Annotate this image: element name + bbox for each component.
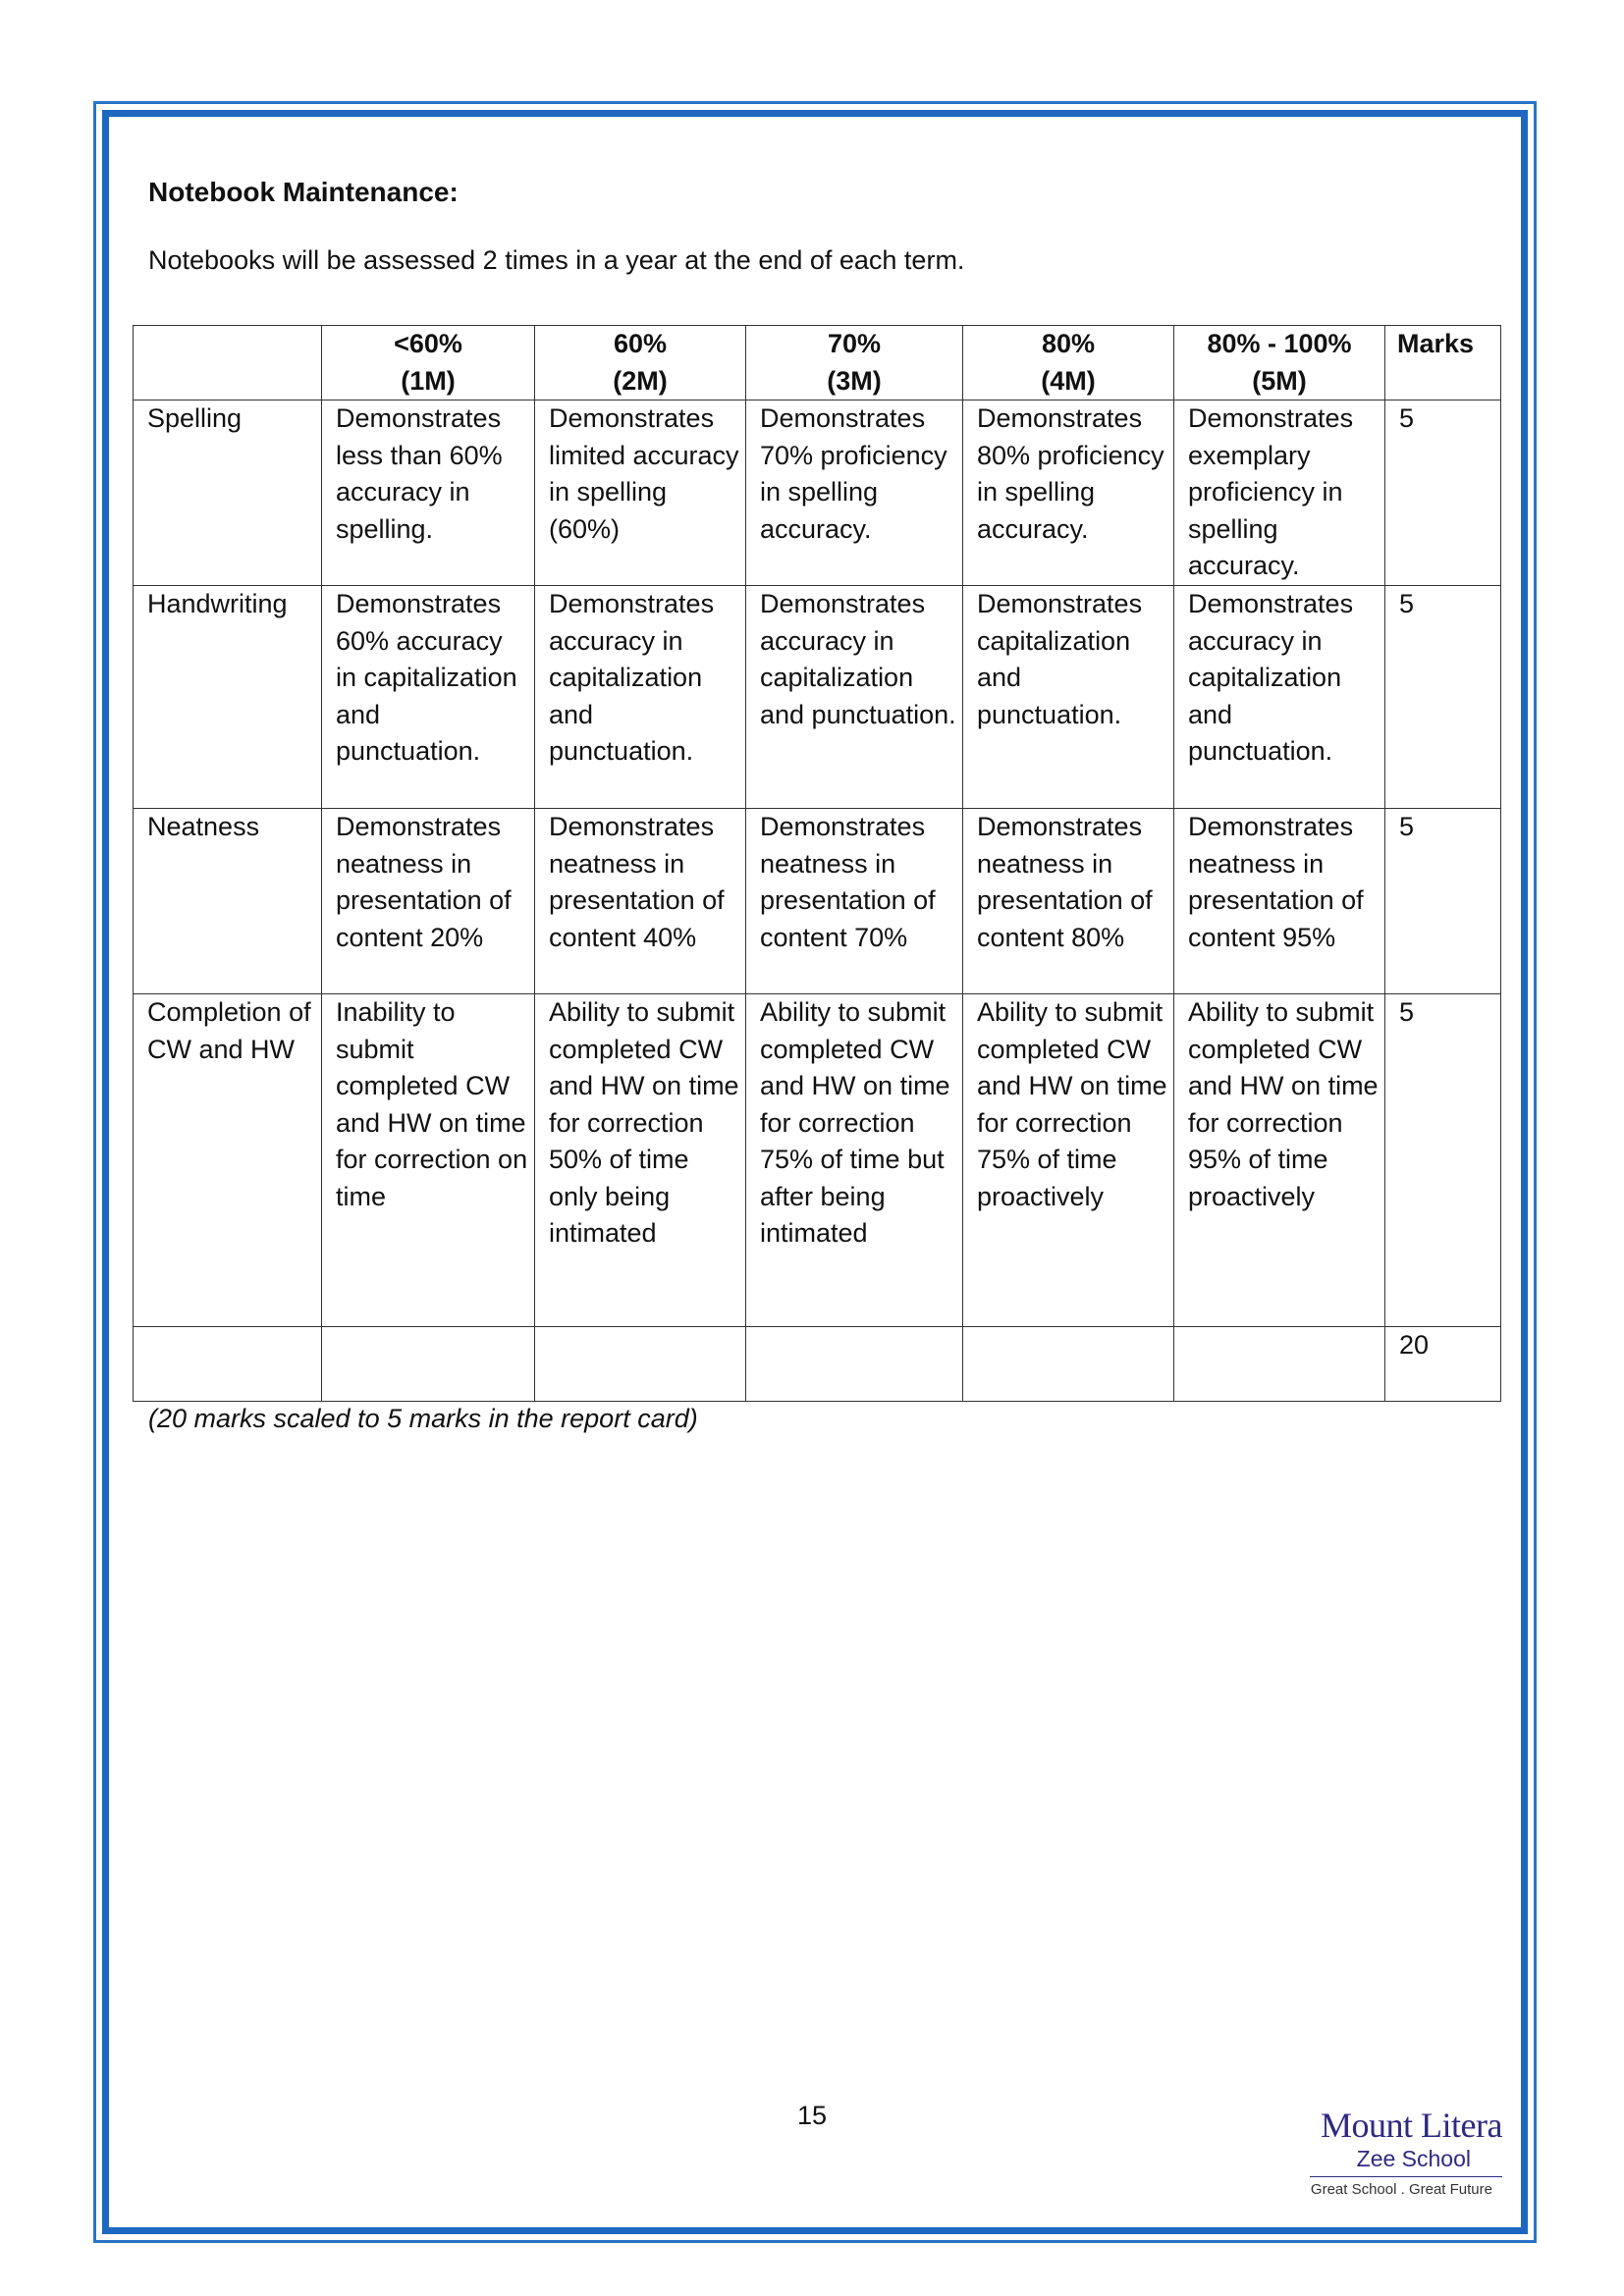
rubric-cell: Demonstrates neatness in presentation of content 40% [535, 809, 746, 994]
school-logo [1306, 2106, 1502, 2198]
logo-name: Mount Litera [1321, 2106, 1502, 2145]
header-cell [535, 326, 746, 400]
rubric-cell: Demonstrates neatness in presentation of content 20% [322, 809, 535, 994]
header-marks: (1M) [401, 365, 456, 396]
header-cell [746, 326, 963, 400]
logo-divider [1310, 2176, 1502, 2177]
rubric-cell: Demonstrates neatness in presentation of content 70% [746, 809, 963, 994]
marks-header: Marks [1385, 326, 1501, 400]
rubric-cell: Demonstrates accuracy in capitalization and punctuation. [535, 586, 746, 809]
rubric-cell: Demonstrates 80% proficiency in spelling accuracy. [963, 400, 1174, 586]
total-marks-cell: 20 [1385, 1327, 1501, 1402]
logo-tagline: Great School . Great Future [1310, 2181, 1492, 2198]
rubric-cell: Inability to submit completed CW and HW on time for correction on time [322, 994, 535, 1327]
empty-cell [134, 1327, 322, 1402]
header-cell-empty [134, 326, 322, 400]
empty-cell [535, 1327, 746, 1402]
rubric-cell: Ability to submit completed CW and HW on time for correction 50% of time only being intimated [535, 994, 746, 1327]
rubric-cell: Demonstrates 60% accuracy in capitalization and punctuation. [322, 586, 535, 809]
rubric-cell: Demonstrates exemplary proficiency in spelling accuracy. [1174, 400, 1385, 586]
header-percent: 60% [613, 329, 668, 358]
header-percent: <60% [394, 329, 462, 358]
rubric-cell: Ability to submit completed CW and HW on time for correction 75% of time proactively [963, 994, 1174, 1327]
marks-cell: 5 [1385, 400, 1501, 586]
table-row [134, 809, 1501, 994]
header-row [134, 326, 1501, 400]
header-cell [322, 326, 535, 400]
empty-cell [322, 1327, 535, 1402]
criterion-cell: Completion of CW and HW [134, 994, 322, 1327]
rubric-cell: Ability to submit completed CW and HW on time for correction 75% of time but after being intimated [746, 994, 963, 1327]
marks-cell: 5 [1385, 994, 1501, 1327]
empty-cell [1174, 1327, 1385, 1402]
rubric-cell: Demonstrates 70% proficiency in spelling accuracy. [746, 400, 963, 586]
header-cell [963, 326, 1174, 400]
logo-sub: Zee School [1356, 2146, 1471, 2171]
header-cell [1174, 326, 1385, 400]
header-marks: (2M) [613, 365, 668, 396]
header-percent: 70% [827, 329, 882, 358]
scaling-note: (20 marks scaled to 5 marks in the report card) [148, 1404, 698, 1433]
table-row [134, 586, 1501, 809]
rubric-cell: Ability to submit completed CW and HW on time for correction 95% of time proactively [1174, 994, 1385, 1327]
header-percent: 80% - 100% [1207, 329, 1352, 358]
header-percent: 80% [1041, 329, 1096, 358]
rubric-cell: Demonstrates less than 60% accuracy in spelling. [322, 400, 535, 586]
table-row [134, 400, 1501, 586]
empty-cell [746, 1327, 963, 1402]
rubric-cell: Demonstrates accuracy in capitalization and punctuation. [746, 586, 963, 809]
criterion-cell: Spelling [134, 400, 322, 586]
table-row [134, 994, 1501, 1327]
rubric-cell: Demonstrates neatness in presentation of content 95% [1174, 809, 1385, 994]
rubric-cell: Demonstrates neatness in presentation of content 80% [963, 809, 1174, 994]
header-marks: (3M) [827, 365, 882, 396]
rubric-cell: Demonstrates capitalization and punctuation. [963, 586, 1174, 809]
section-heading: Notebook Maintenance: [148, 177, 459, 207]
marks-cell: 5 [1385, 809, 1501, 994]
empty-cell [963, 1327, 1174, 1402]
header-marks: (4M) [1041, 365, 1096, 396]
rubric-cell: Demonstrates accuracy in capitalization and punctuation. [1174, 586, 1385, 809]
page-number: 15 [796, 2101, 828, 2130]
rubric-cell: Demonstrates limited accuracy in spelling (60%) [535, 400, 746, 586]
total-row [134, 1327, 1501, 1402]
criterion-cell: Neatness [134, 809, 322, 994]
rubric-table [133, 325, 1501, 1402]
criterion-cell: Handwriting [134, 586, 322, 809]
intro-text: Notebooks will be assessed 2 times in a year at the end of each term. [148, 245, 965, 275]
marks-cell: 5 [1385, 586, 1501, 809]
header-marks: (5M) [1252, 365, 1307, 396]
